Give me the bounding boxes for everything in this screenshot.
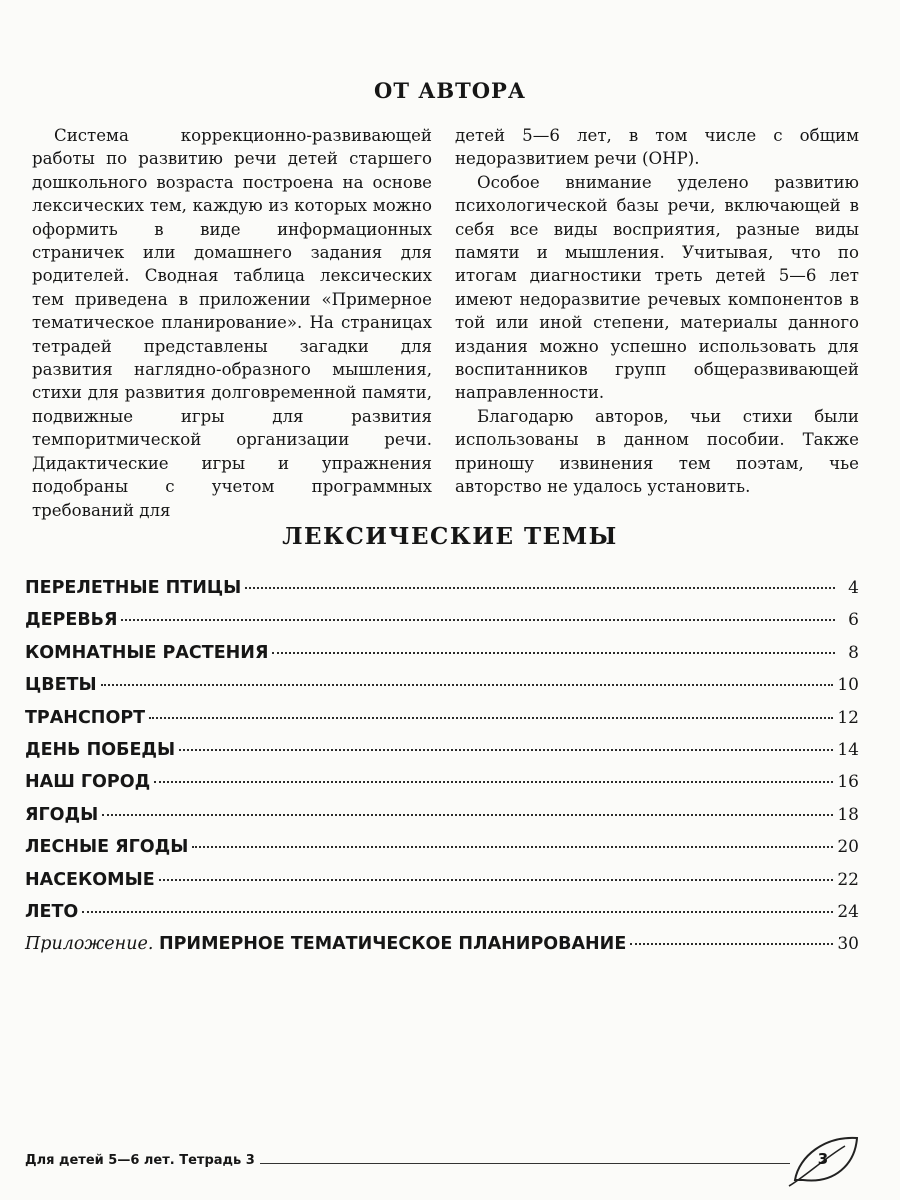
toc-entry-page: 12 xyxy=(837,707,859,728)
toc-entry-page: 14 xyxy=(837,739,859,760)
toc-entry-page: 18 xyxy=(837,804,859,825)
author-paragraph-continued: детей 5—6 лет, в том числе с общим недоразвитием речи (ОНР). xyxy=(455,126,859,169)
author-left-column xyxy=(32,124,432,522)
toc-leader-dots xyxy=(102,814,833,816)
toc-entry-page: 20 xyxy=(837,837,859,858)
toc-entry-title: ТРАНСПОРТ xyxy=(25,707,146,728)
toc-entry[interactable] xyxy=(25,837,859,869)
table-of-contents xyxy=(25,578,859,967)
toc-entry[interactable] xyxy=(25,675,859,707)
topics-section-title: ЛЕКСИЧЕСКИЕ ТЕМЫ xyxy=(282,523,618,550)
toc-entry[interactable] xyxy=(25,610,859,642)
toc-entry-title: ЦВЕТЫ xyxy=(25,675,97,696)
toc-entry-title: ЯГОДЫ xyxy=(25,804,99,825)
toc-leader-dots xyxy=(245,587,835,589)
toc-entry-title: ДЕНЬ ПОБЕДЫ xyxy=(25,739,176,760)
toc-entry-page: 22 xyxy=(837,869,859,890)
toc-leader-dots xyxy=(101,684,834,686)
page-number: 3 xyxy=(817,1150,829,1168)
toc-entry-page: 10 xyxy=(837,675,859,696)
toc-entry-page: 8 xyxy=(848,642,859,663)
toc-entry-title: КОМНАТНЫЕ РАСТЕНИЯ xyxy=(25,642,269,663)
toc-entry[interactable] xyxy=(25,578,859,610)
toc-entry-title: ЛЕТО xyxy=(25,901,79,922)
toc-leader-dots xyxy=(272,652,835,654)
toc-leader-dots xyxy=(149,717,833,719)
toc-entry-page: 24 xyxy=(837,901,859,922)
toc-entry-title: ЛЕСНЫЕ ЯГОДЫ xyxy=(25,837,189,858)
toc-entry-page: 6 xyxy=(848,610,859,631)
toc-leader-dots xyxy=(154,781,833,783)
toc-entry[interactable] xyxy=(25,805,859,837)
toc-leader-dots xyxy=(179,749,833,751)
toc-entry-title: ПРИМЕРНОЕ ТЕМАТИЧЕСКОЕ ПЛАНИРОВАНИЕ xyxy=(158,934,627,955)
toc-leader-dots xyxy=(159,879,834,881)
toc-entry-title: ДЕРЕВЬЯ xyxy=(25,610,118,631)
toc-entry-page: 30 xyxy=(837,934,859,955)
toc-leader-dots xyxy=(630,943,833,945)
toc-entry-title: ПЕРЕЛЕТНЫЕ ПТИЦЫ xyxy=(25,578,242,598)
toc-entry[interactable] xyxy=(25,740,859,772)
footer-rule xyxy=(260,1163,790,1164)
toc-entry[interactable] xyxy=(25,772,859,804)
toc-entry[interactable] xyxy=(25,643,859,675)
toc-entry-appendix[interactable] xyxy=(25,934,859,966)
toc-entry-title: НАШ ГОРОД xyxy=(25,772,151,793)
toc-entry-title: НАСЕКОМЫЕ xyxy=(25,869,155,890)
toc-leader-dots xyxy=(121,619,835,621)
footer-text: Для детей 5—6 лет. Тетрадь 3 xyxy=(25,1153,255,1168)
author-paragraph: Система коррекционно-развивающей работы по развитию речи детей старшего дошкольного возраста построена на основе лексических тем, каждую из которых можно оформить в виде информационных страничек или домашнего задания для родителей. Сводная таблица лексических тем приведена в приложении «Примерное тематическое планирование». На страницах тетрадей представлены загадки для развития наглядно-образного мышления, стихи для развития долговременной памяти, подвижные игры для развития темпоритмической организации речи. Дидактические игры и упражнения подобраны с учетом программных требований для xyxy=(32,126,432,520)
toc-leader-dots xyxy=(192,846,833,848)
toc-leader-dots xyxy=(82,911,833,913)
toc-entry[interactable] xyxy=(25,708,859,740)
toc-entry-page: 16 xyxy=(837,772,859,793)
toc-entry[interactable] xyxy=(25,902,859,934)
author-right-column xyxy=(455,124,859,499)
author-paragraph: Благодарю авторов, чьи стихи были использованы в данном пособии. Также приношу извинения тем поэтам, чье авторство не удалось установить. xyxy=(455,406,859,497)
author-paragraph: Особое внимание уделено развитию психологической базы речи, включающей в себя все виды восприятия, разные виды памяти и мышления. Учитывая, что по итогам диагностики треть детей 5—6 лет имеют недоразвитие речевых компонентов в той или иной степени, материалы данного издания можно успешно использовать для воспитанников групп общеразвивающей направленности. xyxy=(455,172,859,403)
toc-entry-page: 4 xyxy=(848,578,859,598)
toc-entry[interactable] xyxy=(25,870,859,902)
author-section-title: ОТ АВТОРА xyxy=(374,78,526,103)
toc-appendix-prefix: Приложение. xyxy=(25,934,159,955)
